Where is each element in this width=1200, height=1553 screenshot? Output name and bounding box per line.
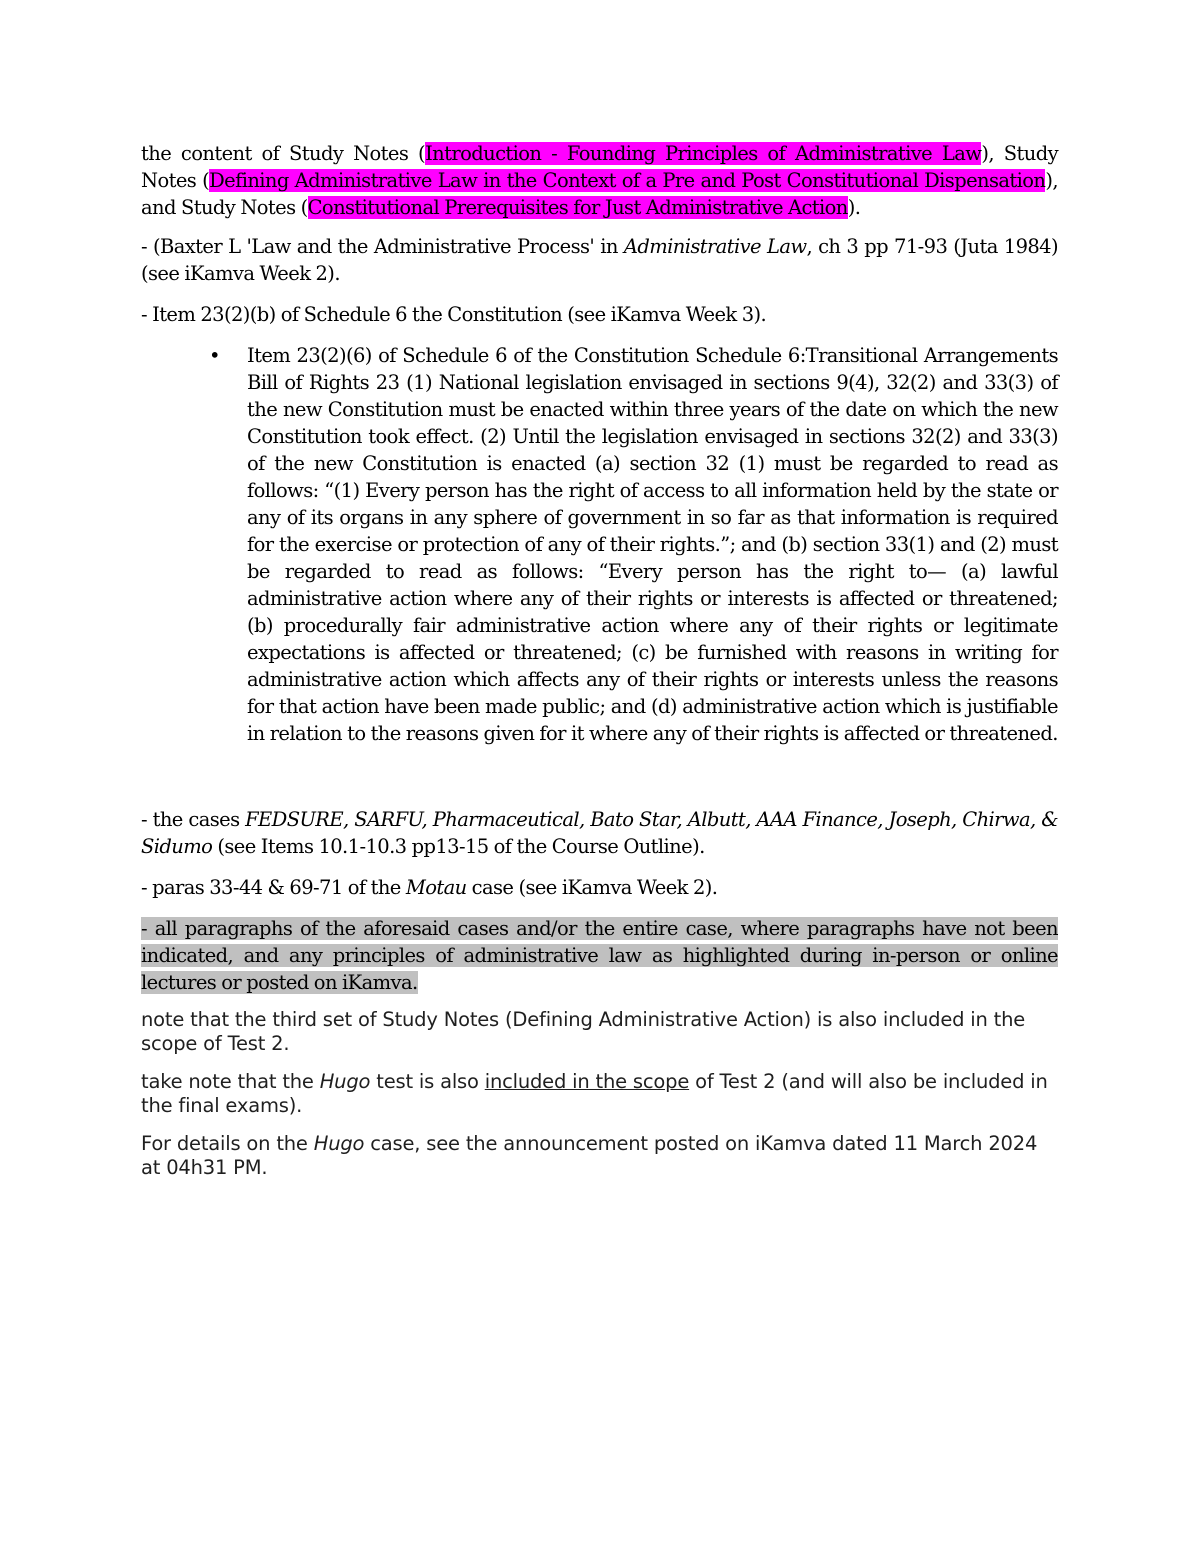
motau-paragraph <box>141 874 1058 901</box>
hugo-test-note <box>141 1070 1058 1118</box>
highlight-introduction: Introduction - Founding Principles of Administrative Law <box>425 142 982 165</box>
hugo-test-text-3: of Test 2 (and will also be included in the final exams). <box>141 1070 1048 1117</box>
bullet-icon: • <box>209 344 220 367</box>
included-in-scope-underlined: included in the scope <box>484 1070 690 1093</box>
all-paragraphs-note <box>141 915 1058 996</box>
study-notes-text-2: ), Study Notes ( <box>141 142 1058 192</box>
item-23-reference: - Item 23(2)(b) of Schedule 6 the Constitution (see iKamva Week 3). <box>141 303 767 326</box>
cases-text-1: - the cases <box>141 808 246 831</box>
study-notes-text-3: ), and Study Notes ( <box>141 169 1058 219</box>
cases-paragraph <box>141 806 1058 860</box>
baxter-text-1: - (Baxter L 'Law and the Administrative Process' in <box>141 235 624 258</box>
study-notes-text-4: ). <box>847 196 861 219</box>
schedule-6-bullet-item <box>141 342 1058 747</box>
cases-names: FEDSURE, SARFU, Pharmaceutical, Bato Star, Albutt, AAA Finance, Joseph, Chirwa, & Sidumo <box>141 808 1058 858</box>
cases-text-2: (see Items 10.1-10.3 pp13-15 of the Course Outline). <box>212 835 705 858</box>
hugo-details-note <box>141 1132 1058 1180</box>
hugo-details-text-1: For details on the <box>141 1132 314 1155</box>
baxter-book-title: Administrative Law <box>623 235 807 258</box>
hugo-test-text-1: take note that the <box>141 1070 320 1093</box>
motau-case-name: Motau <box>405 876 467 899</box>
hugo-case-name: Hugo <box>313 1132 365 1155</box>
baxter-reference <box>141 233 1058 287</box>
third-set-text: note that the third set of Study Notes (Defining Administrative Action) is also included in the scope of Test 2. <box>141 1008 1026 1055</box>
hugo-test-text-2: test is also <box>370 1070 485 1093</box>
highlight-constitutional-prerequisites: Constitutional Prerequisites for Just Administrative Action <box>307 196 848 219</box>
gray-highlight-text: - all paragraphs of the aforesaid cases and/or the entire case, where paragraphs have not been indicated, and any principles of administrative law as highlighted during in-person or online lectures or posted on iKamva. <box>141 917 1058 994</box>
baxter-text-2: , ch 3 pp 71-93 (Juta 1984)(see iKamva Week 2). <box>141 235 1058 285</box>
schedule-6-text: Item 23(2)(6) of Schedule 6 of the Constitution Schedule 6:Transitional Arrangements Bill of Rights 23 (1) National legislation envisaged in sections 9(4), 32(2) and 33(3) of the new Constitution must be enacted within three years of the date on which the new Constitution took effect. (2) Until the legislation envisaged in sections 32(2) and 33(3) of the new Constitution is enacted (a) section 32 (1) must be regarded to read as follows: “(1) Every person has the right of access to all information held by the state or any of its organs in any sphere of government in so far as that information is required for the exercise or protection of any of their rights.”; and (b) section 33(1) and (2) must be regarded to read as follows: “Every person has the right to— (a) lawful administrative action where any of their rights or interests is affected or threatened; (b) procedurally fair administrative action where any of their rights or legitimate expectations is affected or threatened; (c) be furnished with reasons in writing for administrative action which affects any of their rights or interests unless the reasons for that action have been made public; and (d) administrative action which is justifiable in relation to the reasons given for it where any of their rights is affected or threatened. <box>247 344 1058 745</box>
motau-text-1: - paras 33-44 & 69-71 of the <box>141 876 406 899</box>
motau-text-2: case (see iKamva Week 2). <box>466 876 718 899</box>
study-notes-paragraph <box>141 140 1058 221</box>
hugo-name: Hugo <box>319 1070 371 1093</box>
third-set-note <box>141 1008 1058 1056</box>
hugo-details-text-2: case, see the announcement posted on iKamva dated 11 March 2024 at 04h31 PM. <box>141 1132 1038 1179</box>
highlight-defining-admin-law: Defining Administrative Law in the Context of a Pre and Post Constitutional Dispensation <box>209 169 1046 192</box>
document-page <box>141 140 1058 1180</box>
study-notes-text-1: the content of Study Notes ( <box>141 142 426 165</box>
